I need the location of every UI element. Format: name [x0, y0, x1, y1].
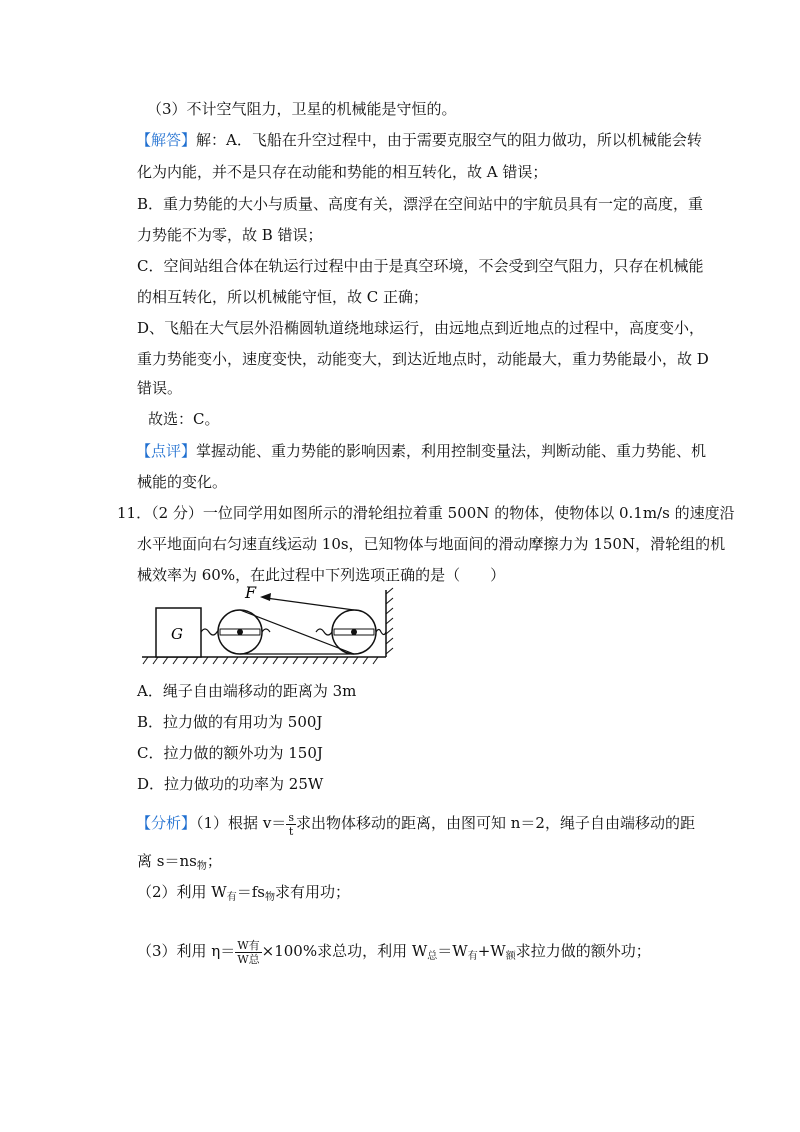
subscript: 额: [505, 951, 516, 962]
analysis-tag: 【分析】: [136, 814, 197, 832]
question-11-line-2: 水平地面向右匀速直线运动 10s，已知物体与地面间的滑动摩擦力为 150N，滑轮组的机: [137, 535, 726, 553]
answer-line-2: 化为内能，并不是只存在动能和势能的相互转化，故 A 错误；: [137, 163, 548, 181]
comment-line-2: 械能的变化。: [137, 473, 228, 491]
subscript: 物: [264, 892, 275, 903]
answer-line-3: B．重力势能的大小与质量、高度有关，漂浮在空间站中的宇航员具有一定的高度，重: [137, 195, 704, 213]
analysis-text: （3）利用 η＝: [137, 942, 236, 960]
comment-tag: 【点评】: [136, 442, 197, 460]
analysis-text: （1）根据 v＝: [196, 814, 287, 832]
rope-top: [266, 598, 354, 610]
option-c: C．拉力做的额外功为 150J: [137, 744, 323, 762]
force-arrow-head: [260, 593, 271, 601]
subscript: 有: [226, 892, 237, 903]
subscript: 有: [467, 951, 478, 962]
fraction-denominator: t: [288, 824, 294, 838]
analysis-text: 离 s＝ns: [137, 852, 197, 870]
answer-line-7: D、飞船在大气层外沿椭圆轨道绕地球运行，由远地点到近地点的过程中，高度变小，: [137, 319, 705, 337]
option-d: D．拉力做功的功率为 25W: [137, 775, 324, 793]
analysis-text: ；: [206, 852, 222, 870]
question-number: 11．: [117, 504, 152, 522]
answer-choice: 故选：C。: [148, 410, 220, 428]
force-label: F: [245, 583, 257, 602]
answer-line-6: 的相互转化，所以机械能守恒，故 C 正确；: [137, 288, 429, 306]
analysis-line-1: [136, 808, 695, 838]
analysis-text: ＝fs: [236, 883, 265, 901]
option-b: B．拉力做的有用功为 500J: [137, 713, 323, 731]
option-a: A．绳子自由端移动的距离为 3m: [137, 682, 357, 700]
velocity-fraction: [286, 811, 296, 838]
hook-spring-right: [376, 630, 386, 635]
analysis-text: ×100%求总功，利用 W: [261, 942, 428, 960]
question-11-line-1: [117, 503, 735, 523]
analysis-line-3: [137, 882, 350, 905]
subscript: 物: [196, 861, 207, 872]
answer-line-9: 错误。: [137, 379, 183, 397]
fraction-numerator: W有: [237, 938, 260, 952]
fraction-numerator: s: [288, 810, 294, 824]
comment-line-1: [136, 441, 706, 461]
question-text: （2 分）一位同学用如图所示的滑轮组拉着重 500N 的物体，使物体以 0.1m/s 的速度沿: [151, 504, 735, 522]
analysis-text: 求拉力做的额外功；: [515, 942, 651, 960]
analysis-line-4: [137, 936, 651, 969]
analysis-text: 求有用功；: [274, 883, 350, 901]
answer-text: 解：A．飞船在升空过程中，由于需要克服空气的阻力做功，所以机械能会转: [196, 131, 702, 149]
fraction-denominator: W总: [237, 952, 260, 966]
sub-question-3: （3）不计空气阻力，卫星的机械能是守恒的。: [147, 100, 457, 118]
answer-line-4: 力势能不为零，故 B 错误；: [137, 226, 323, 244]
analysis-text: 求出物体移动的距离，由图可知 n＝2，绳子自由端移动的距: [295, 814, 695, 832]
question-11-line-3: 械效率为 60%，在此过程中下列选项正确的是（ ）: [137, 566, 506, 584]
efficiency-fraction: [235, 939, 261, 966]
analysis-text: ＝W: [437, 942, 468, 960]
answer-line-8: 重力势能变小，速度变快，动能变大，到达近地点时，动能最大，重力势能最小，故 D: [137, 350, 709, 368]
analysis-line-2: [137, 851, 222, 874]
answer-tag: 【解答】: [136, 131, 197, 149]
subscript: 总: [427, 951, 438, 962]
analysis-text: （2）利用 W: [137, 883, 227, 901]
block-label: G: [171, 625, 183, 643]
pulley-figure: [140, 580, 410, 670]
answer-line-5: C．空间站组合体在轨运行过程中由于是真空环境，不会受到空气阻力，只存在机械能: [137, 257, 704, 275]
analysis-text: +W: [477, 942, 506, 960]
answer-line-1: [136, 130, 702, 150]
comment-text: 掌握动能、重力势能的影响因素，利用控制变量法，判断动能、重力势能、机: [196, 442, 707, 460]
